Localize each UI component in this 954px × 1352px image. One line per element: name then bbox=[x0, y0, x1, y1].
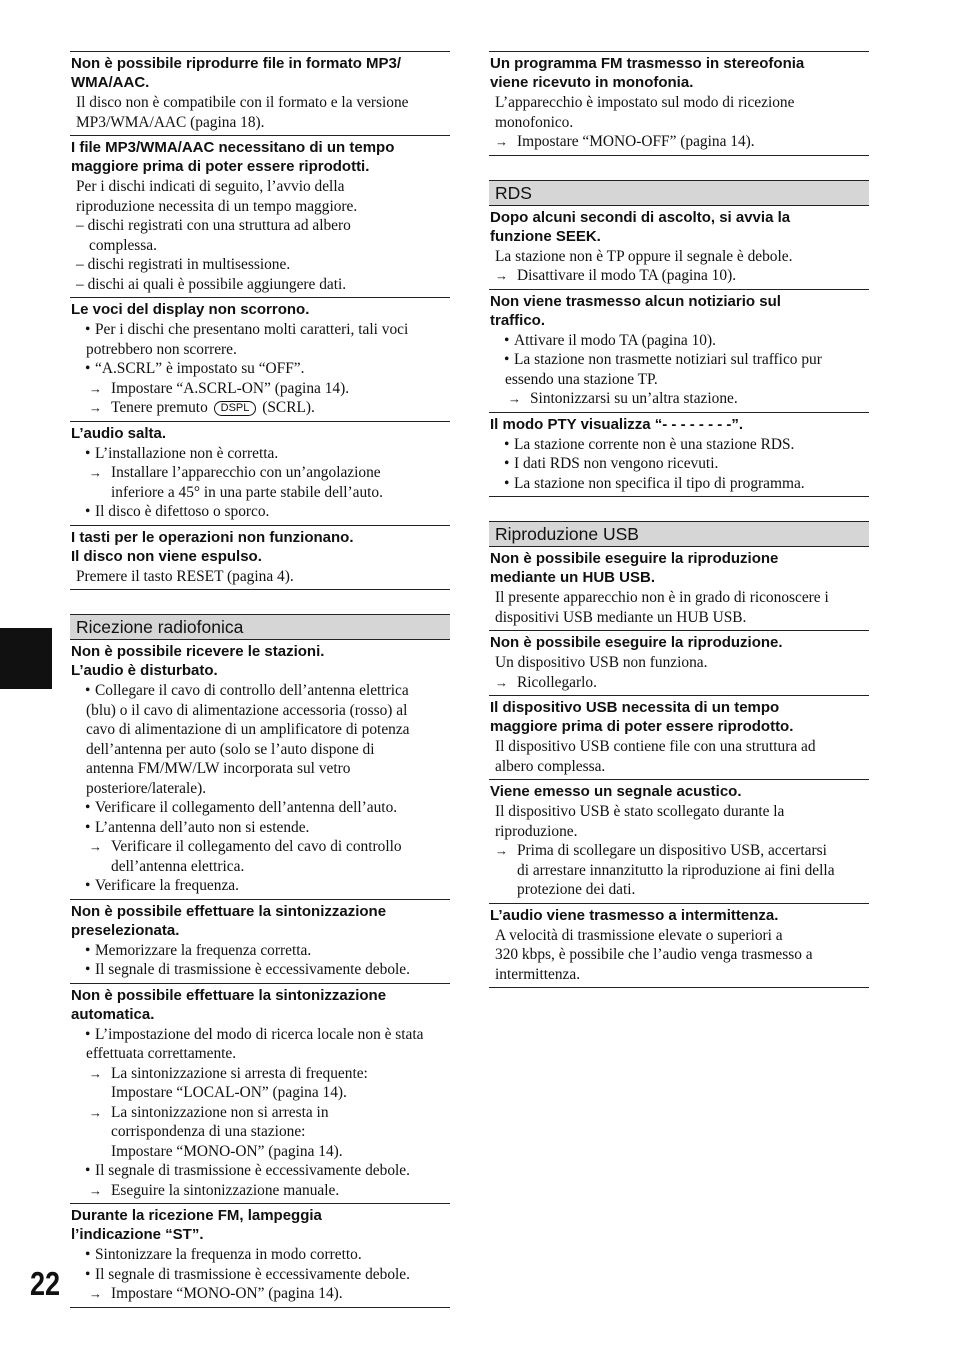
entry-title: Non è possibile eseguire la riproduzione. bbox=[490, 634, 783, 651]
entry-usb-beep: Viene emesso un segnale acustico. Il dispositivo USB è stato scollegato durante la riproduzione. → Prima di scollegare un dispositivo USB, accertarsi di arrestare innanzitutto la riproduzione ai fini della protezione dei dati. bbox=[489, 779, 869, 903]
entry-auto-tuning: Non è possibile effettuare la sintonizzazione automatica. • L’impostazione del modo di ricerca locale non è stata effettuata correttamente. → La sintonizzazione si arresta di frequente: Impostare “LOCAL-ON” (pagina 14). → La sintonizzazione non si arresta in corrispondenza di una stazione: Impostare “MONO-ON” (pagina 14). • Il segnale di trasmissione è eccessivamente debole. → Eseguire la sintonizzazione manuale. bbox=[70, 983, 450, 1204]
dash-icon: – bbox=[76, 275, 84, 293]
entry-title: Durante la ricezione FM, lampeggia l’indicazione “ST”. bbox=[71, 1207, 322, 1243]
arrow-right-icon: → bbox=[495, 674, 508, 690]
entry-title: Non è possibile effettuare la sintonizzazione preselezionata. bbox=[71, 902, 387, 939]
section-heading-radio: Ricezione radiofonica bbox=[70, 614, 450, 640]
bullet-icon: • bbox=[85, 1246, 91, 1263]
entry-title: Non è possibile ricevere le stazioni. L’audio è disturbato. bbox=[71, 643, 325, 679]
entry-title: Non viene trasmesso alcun notiziario sul traffico. bbox=[490, 292, 781, 329]
entry-fm-mono: Un programma FM trasmesso in stereofonia viene ricevuto in monofonia. L’apparecchio è impostato sul modo di ricezione monofonico. → Impostare “MONO-OFF” (pagina 14). bbox=[489, 51, 869, 156]
entry-title: Un programma FM trasmesso in stereofonia viene ricevuto in monofonia. bbox=[490, 55, 805, 91]
arrow-right-icon: → bbox=[508, 391, 521, 406]
left-column bbox=[70, 51, 450, 1308]
entry-preset-tuning: Non è possibile effettuare la sintonizzazione preselezionata. • Memorizzare la frequenza corretta. • Il segnale di trasmissione è eccessivamente debole. bbox=[70, 899, 450, 983]
entry-usb-intermittent: L’audio viene trasmesso a intermittenza. A velocità di trasmissione elevate o superiori a 320 kbps, è possibile che l’audio venga trasmesso a intermittenza. bbox=[489, 903, 869, 989]
entry-mp3-slow: I file MP3/WMA/AAC necessitano di un tempo maggiore prima di poter essere riprodotti. Per i dischi indicati di seguito, l’avvio della riproduzione necessita di un tempo maggiore. – dischi registrati con una struttura ad albero complessa. – dischi registrati in multisessione. – dischi ai quali è possibile aggiungere dati. bbox=[70, 135, 450, 297]
bullet-icon: • bbox=[85, 818, 91, 836]
entry-buttons-eject: I tasti per le operazioni non funzionano. Il disco non viene espulso. Premere il tasto RESET (pagina 4). bbox=[70, 525, 450, 591]
arrow-right-icon: → bbox=[89, 1286, 102, 1301]
entry-title: Dopo alcuni secondi di ascolto, si avvia la funzione SEEK. bbox=[490, 208, 791, 245]
bullet-icon: • bbox=[85, 799, 91, 816]
entry-title: Non è possibile riprodurre file in formato MP3/ WMA/AAC. bbox=[71, 55, 402, 91]
bullet-icon: • bbox=[504, 331, 510, 349]
arrow-right-icon: → bbox=[89, 839, 102, 854]
page-number: 22 bbox=[30, 1265, 61, 1302]
dash-icon: – bbox=[76, 217, 84, 234]
entry-title: I tasti per le operazioni non funzionano. Il disco non viene espulso. bbox=[71, 528, 354, 565]
bullet-icon: • bbox=[504, 435, 510, 453]
bullet-icon: • bbox=[85, 961, 91, 978]
bullet-icon: • bbox=[504, 474, 510, 492]
arrow-right-icon: → bbox=[89, 380, 102, 396]
entry-usb-hub: Non è possibile eseguire la riproduzione mediante un HUB USB. Il presente apparecchio non è in grado di riconoscere i dispositivi USB mediante un HUB USB. bbox=[489, 547, 869, 630]
bullet-icon: • bbox=[85, 503, 91, 520]
entry-pty: Il modo PTY visualizza “- - - - - - - -”. • La stazione corrente non è una stazione RDS. • I dati RDS non vengono ricevuti. • La stazione non specifica il tipo di programma. bbox=[489, 412, 869, 498]
entry-usb-slow: Il dispositivo USB necessita di un tempo maggiore prima di poter essere riprodotto. Il dispositivo USB contiene file con una struttura ad albero complessa. bbox=[489, 695, 869, 779]
arrow-right-icon: → bbox=[495, 843, 508, 858]
dspl-key: DSPL bbox=[214, 401, 257, 416]
entry-audio-skips: L’audio salta. • L’installazione non è corretta. → Installare l’apparecchio con un’angolazione inferiore a 45° in una parte stabile dell’auto. • Il disco è difettoso o sporco. bbox=[70, 421, 450, 525]
section-heading-rds: RDS bbox=[489, 180, 869, 206]
entry-seek-starts: Dopo alcuni secondi di ascolto, si avvia la funzione SEEK. La stazione non è TP oppure il segnale è debole. → Disattivare il modo TA (pagina 10). bbox=[489, 206, 869, 289]
bullet-icon: • bbox=[85, 1025, 91, 1043]
section-heading-usb: Riproduzione USB bbox=[489, 521, 869, 547]
entry-usb-no-playback: Non è possibile eseguire la riproduzione. Un dispositivo USB non funziona. → Ricollegarlo. bbox=[489, 630, 869, 695]
entry-title: Le voci del display non scorrono. bbox=[71, 301, 310, 318]
bullet-icon: • bbox=[85, 321, 91, 338]
entry-st-flashes: Durante la ricezione FM, lampeggia l’indicazione “ST”. • Sintonizzare la frequenza in modo corretto. • Il segnale di trasmissione è eccessivamente debole. → Impostare “MONO-ON” (pagina 14). bbox=[70, 1203, 450, 1308]
entry-title: Non è possibile effettuare la sintonizzazione automatica. bbox=[71, 986, 387, 1023]
bullet-icon: • bbox=[85, 444, 91, 462]
dash-icon: – bbox=[76, 256, 84, 273]
entry-title: Il dispositivo USB necessita di un tempo maggiore prima di poter essere riprodotto. bbox=[490, 699, 794, 735]
entry-title: Viene emesso un segnale acustico. bbox=[490, 783, 742, 800]
bullet-icon: • bbox=[85, 1162, 91, 1179]
entry-title: I file MP3/WMA/AAC necessitano di un tempo maggiore prima di poter essere riprodotti. bbox=[71, 139, 395, 175]
bullet-icon: • bbox=[85, 941, 91, 959]
arrow-right-icon: → bbox=[495, 134, 508, 149]
right-column bbox=[489, 51, 869, 988]
entry-no-stations: Non è possibile ricevere le stazioni. L’audio è disturbato. • Collegare il cavo di controllo dell’antenna elettrica (blu) o il cavo di alimentazione accessoria (rosso) al cavo di alimentazione di un amplificatore di potenza dell’antenna per auto (solo se l’auto dispone di antenna FM/MW/LW incorporata sul vetro posteriore/laterale). • Verificare il collegamento dell’antenna dell’auto. • L’antenna dell’auto non si estende. → Verificare il collegamento del cavo di controllo dell’antenna elettrica. • Verificare la frequenza. bbox=[70, 640, 450, 899]
entry-display-scroll: Le voci del display non scorrono. • Per i dischi che presentano molti caratteri, tali voci potrebbero non scorrere. • “A.SCRL” è impostato su “OFF”. → Impostare “A.SCRL-ON” (pagina 14). → Tenere premuto DSPL (SCRL). bbox=[70, 297, 450, 421]
chapter-tab-marker bbox=[0, 628, 52, 689]
entry-title: L’audio salta. bbox=[71, 424, 167, 442]
bullet-icon: • bbox=[504, 351, 510, 368]
entry-mp3-format: Non è possibile riprodurre file in formato MP3/ WMA/AAC. Il disco non è compatibile con il formato e la versione MP3/WMA/AAC (pagina 18). bbox=[70, 51, 450, 135]
arrow-right-icon: → bbox=[89, 400, 102, 415]
entry-title: Il modo PTY visualizza “- - - - - - - -”. bbox=[490, 415, 744, 433]
bullet-icon: • bbox=[85, 1265, 91, 1283]
bullet-icon: • bbox=[85, 682, 91, 699]
bullet-icon: • bbox=[85, 877, 91, 894]
arrow-right-icon: → bbox=[89, 1065, 102, 1081]
arrow-right-icon: → bbox=[495, 268, 508, 283]
bullet-icon: • bbox=[85, 360, 91, 377]
entry-title: L’audio viene trasmesso a intermittenza. bbox=[490, 906, 779, 924]
entry-title: Non è possibile eseguire la riproduzione mediante un HUB USB. bbox=[490, 550, 779, 586]
entry-no-traffic: Non viene trasmesso alcun notiziario sul traffico. • Attivare il modo TA (pagina 10). • La stazione non trasmette notiziari sul traffico pur essendo una stazione TP. → Sintonizzarsi su un’altra stazione. bbox=[489, 289, 869, 412]
arrow-right-icon: → bbox=[89, 1104, 102, 1120]
arrow-right-icon: → bbox=[89, 465, 102, 480]
arrow-right-icon: → bbox=[89, 1182, 102, 1198]
bullet-icon: • bbox=[504, 455, 510, 472]
